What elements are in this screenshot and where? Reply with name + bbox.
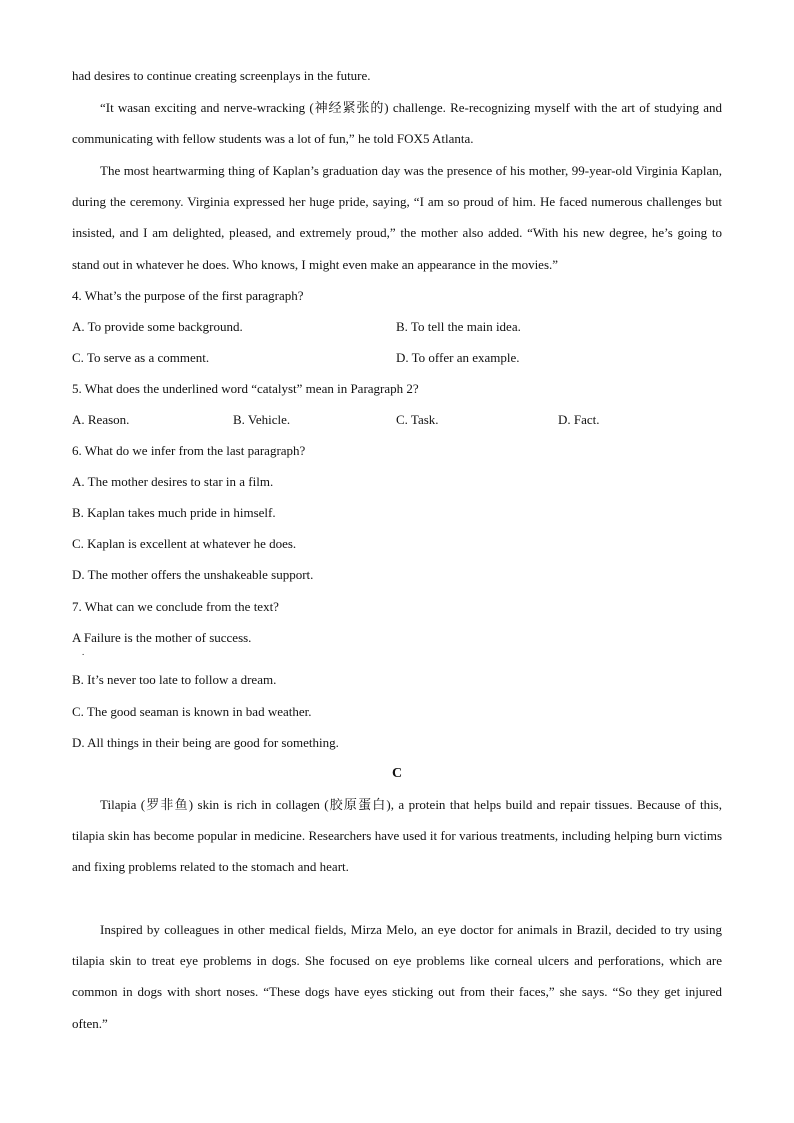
section-heading: C bbox=[391, 766, 403, 781]
passage-c-paragraph-2: Inspired by colleagues in other medical fields, Mirza Melo, an eye doctor for animals in Brazil, decided to try using tilapia skin to treat eye problems in dogs. She focused on eye problems like corneal ulcers and perforations, which are common in dogs with short noses. “These dogs have eyes sticking out from their faces,” she says. “So they get injured often.” bbox=[72, 922, 722, 1031]
passage-b-mother-paragraph: The most heartwarming thing of Kaplan’s graduation day was the presence of his mother, 99-year-old Virginia Kaplan, during the ceremony. Virginia expressed her huge pride, saying, “I am so proud of him. He faced numerous challenges but insisted, and I am delighted, pleased, and extremely proud,” the mother also added. “With his new degree, he’s going to stand out in whatever he does. Who knows, I might even make an appearance in the movies.” bbox=[72, 163, 722, 272]
question-7-stem: 7. What can we conclude from the text? bbox=[72, 599, 279, 614]
question-6-stem: 6. What do we infer from the last paragraph? bbox=[72, 443, 306, 458]
question-5-option-d: D. Fact. bbox=[558, 412, 600, 427]
question-4-stem: 4. What’s the purpose of the first paragraph? bbox=[72, 288, 304, 303]
question-5-stem: 5. What does the underlined word “catalyst” mean in Paragraph 2? bbox=[72, 381, 419, 396]
question-7-option-c: C. The good seaman is known in bad weather. bbox=[72, 704, 312, 719]
question-7-option-b: B. It’s never too late to follow a dream. bbox=[72, 672, 277, 687]
question-4-option-a: A. To provide some background. bbox=[72, 319, 243, 334]
passage-b-quote-paragraph: “It wasan exciting and nerve-wracking (神经紧张的) challenge. Re-recognizing myself with the art of studying and communicating with fellow students was a lot of fun,” he told FOX5 Atlanta. bbox=[72, 100, 722, 147]
question-6-option-a: A. The mother desires to star in a film. bbox=[72, 474, 274, 489]
question-5-option-b: B. Vehicle. bbox=[233, 412, 291, 427]
question-7-option-d: D. All things in their being are good for something. bbox=[72, 735, 339, 750]
question-5-option-a: A. Reason. bbox=[72, 412, 130, 427]
question-6-option-b: B. Kaplan takes much pride in himself. bbox=[72, 505, 276, 520]
question-5-option-c: C. Task. bbox=[396, 412, 439, 427]
passage-b-continued-line: had desires to continue creating screenplays in the future. bbox=[72, 68, 371, 83]
question-7-option-a: A Failure is the mother of success. bbox=[72, 630, 252, 645]
question-6-option-d: D. The mother offers the unshakeable support. bbox=[72, 567, 314, 582]
stray-mark: . bbox=[82, 647, 85, 657]
question-4-option-c: C. To serve as a comment. bbox=[72, 350, 210, 365]
question-4-option-b: B. To tell the main idea. bbox=[396, 319, 521, 334]
passage-c-paragraph-1: Tilapia (罗非鱼) skin is rich in collagen (胶原蛋白), a protein that helps build and repair tissues. Because of this, tilapia skin has become popular in medicine. Researchers have used it for various treatments, including helping burn victims and fixing problems related to the stomach and heart. bbox=[72, 797, 722, 875]
question-4-option-d: D. To offer an example. bbox=[396, 350, 520, 365]
question-6-option-c: C. Kaplan is excellent at whatever he does. bbox=[72, 536, 297, 551]
